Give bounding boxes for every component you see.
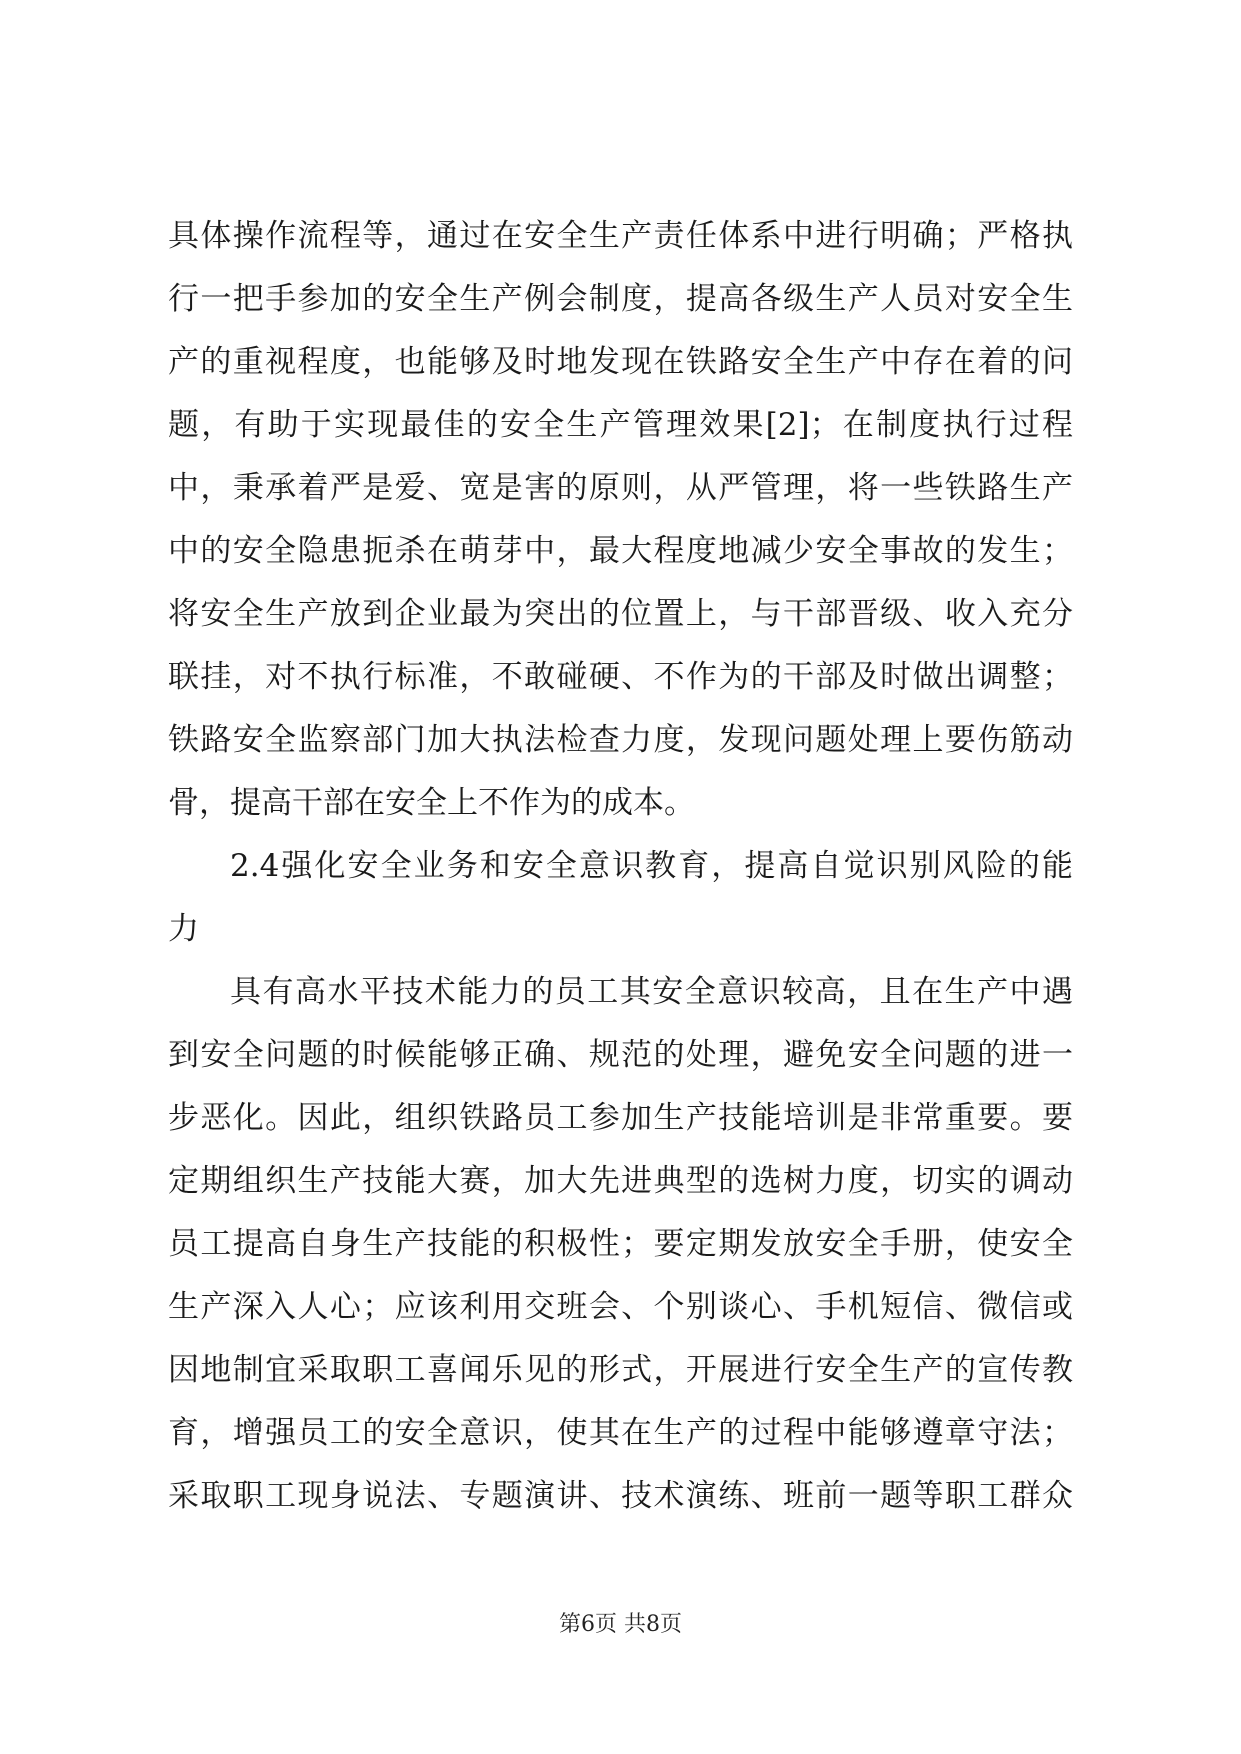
heading-line: 2.4强化安全业务和安全意识教育，提高自觉识别风险的能 [230, 848, 1073, 884]
heading-line: 力 [168, 911, 199, 947]
text-line: 步恶化。因此，组织铁路员工参加生产技能培训是非常重要。要 [168, 1100, 1073, 1136]
page-number-footer: 第6页 共8页 [559, 1612, 682, 1637]
text-line: 题，有助于实现最佳的安全生产管理效果[2]；在制度执行过程 [168, 407, 1073, 443]
text-line: 中，秉承着严是爱、宽是害的原则，从严管理，将一些铁路生产 [168, 470, 1073, 506]
document-body [168, 205, 1073, 1528]
paragraph-safety-education [168, 961, 1073, 1528]
text-line: 中的安全隐患扼杀在萌芽中，最大程度地减少安全事故的发生； [168, 533, 1073, 569]
text-line: 产的重视程度，也能够及时地发现在铁路安全生产中存在着的问 [168, 344, 1073, 380]
text-line: 因地制宜采取职工喜闻乐见的形式，开展进行安全生产的宣传教 [168, 1352, 1073, 1388]
text-line: 具体操作流程等，通过在安全生产责任体系中进行明确；严格执 [168, 218, 1073, 254]
text-line: 联挂，对不执行标准，不敢碰硬、不作为的干部及时做出调整； [168, 659, 1073, 695]
text-line: 行一把手参加的安全生产例会制度，提高各级生产人员对安全生 [168, 281, 1073, 317]
text-line: 具有高水平技术能力的员工其安全意识较高，且在生产中遇 [230, 974, 1073, 1010]
text-line: 采取职工现身说法、专题演讲、技术演练、班前一题等职工群众 [168, 1478, 1073, 1514]
paragraph-safety-system [168, 205, 1073, 835]
text-line: 生产深入人心；应该利用交班会、个别谈心、手机短信、微信或 [168, 1289, 1073, 1325]
text-line: 骨，提高干部在安全上不作为的成本。 [168, 785, 695, 821]
text-line: 将安全生产放到企业最为突出的位置上，与干部晋级、收入充分 [168, 596, 1073, 632]
section-heading-2-4 [168, 835, 1073, 961]
text-line: 到安全问题的时候能够正确、规范的处理，避免安全问题的进一 [168, 1037, 1073, 1073]
text-line: 定期组织生产技能大赛，加大先进典型的选树力度，切实的调动 [168, 1163, 1073, 1199]
text-line: 员工提高自身生产技能的积极性；要定期发放安全手册，使安全 [168, 1226, 1073, 1262]
text-line: 铁路安全监察部门加大执法检查力度，发现问题处理上要伤筋动 [168, 722, 1073, 758]
text-line: 育，增强员工的安全意识，使其在生产的过程中能够遵章守法； [168, 1415, 1073, 1451]
